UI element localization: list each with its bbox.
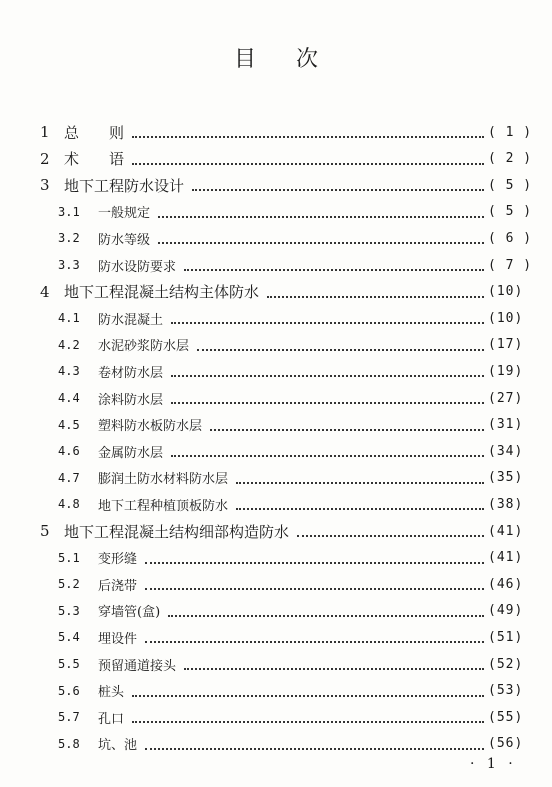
toc-entry-page: (17)	[488, 337, 524, 353]
toc-entry-title: 穿墙管(盒)	[98, 605, 161, 621]
toc-entry[interactable]	[0, 120, 552, 144]
toc-entry-number: 4.4	[58, 391, 80, 405]
toc-entry-number: 5.8	[58, 736, 80, 751]
toc-entry[interactable]	[0, 200, 552, 224]
toc-entry-number: 5.1	[58, 550, 80, 565]
toc-entry-page: (35)	[488, 470, 524, 486]
page-title	[0, 42, 552, 73]
toc-entry-title: 孔口	[98, 711, 125, 727]
toc-entry-number: 1	[40, 123, 50, 141]
toc-entry-title: 防水混凝土	[98, 312, 164, 328]
toc-entry[interactable]	[0, 519, 552, 543]
dot-leader	[184, 267, 484, 271]
toc-entry-title: 防水等级	[98, 232, 151, 248]
page-number: · 1 ·	[470, 756, 517, 772]
toc-entry-page: (10)	[488, 284, 524, 300]
toc-entry[interactable]	[0, 147, 552, 171]
toc-entry-title: 变形缝	[98, 552, 138, 568]
dot-leader	[132, 693, 484, 697]
dot-leader	[171, 400, 484, 404]
toc-entry[interactable]	[0, 492, 552, 516]
dot-leader	[236, 506, 484, 510]
toc-entry[interactable]	[0, 413, 552, 437]
toc-entry-page: (46)	[488, 576, 524, 592]
dot-leader	[158, 240, 484, 244]
dot-leader	[168, 613, 484, 617]
toc-entry-number: 4.2	[58, 337, 80, 352]
toc-entry-title: 一般规定	[98, 206, 151, 222]
toc-entry[interactable]	[0, 652, 552, 676]
dot-leader	[145, 560, 484, 564]
toc-entry-number: 5.3	[58, 603, 80, 618]
dot-leader	[171, 320, 484, 324]
dot-leader	[132, 719, 484, 723]
dot-leader	[197, 347, 484, 351]
title-char-1: 目	[233, 47, 256, 72]
toc-entry-page: (27)	[488, 390, 524, 406]
dot-leader	[145, 639, 484, 643]
toc-entry-number: 3	[40, 176, 50, 195]
toc-entry-page: ( 1 )	[488, 124, 533, 140]
dot-leader	[132, 134, 484, 138]
toc-entry[interactable]	[0, 625, 552, 649]
dot-leader	[236, 480, 484, 484]
toc-entry-title: 防水设防要求	[98, 259, 177, 275]
toc-entry[interactable]	[0, 599, 552, 623]
toc-entry-page: (31)	[488, 417, 524, 433]
toc-entry-title: 埋设件	[98, 631, 138, 647]
toc-entry-number: 5	[40, 522, 50, 540]
toc-entry-title: 地下工程种植顶板防水	[98, 498, 229, 514]
toc-entry-page: (10)	[488, 310, 524, 326]
toc-entry-number: 5.7	[58, 710, 80, 725]
toc-entry-page: ( 7 )	[488, 257, 533, 273]
toc-entry-page: (52)	[488, 656, 524, 672]
toc-entry[interactable]	[0, 226, 552, 250]
toc-entry-page: (34)	[488, 443, 524, 459]
toc-entry-title: 桩头	[98, 685, 125, 701]
toc-entry-page: ( 5 )	[488, 204, 533, 220]
toc-entry-number: 4.1	[58, 311, 80, 326]
toc-entry[interactable]	[0, 732, 552, 756]
toc-entry-title: 术 语	[64, 150, 125, 169]
toc-entry-number: 5.6	[58, 683, 80, 698]
dot-leader	[145, 746, 484, 750]
toc-entry[interactable]	[0, 333, 552, 357]
dot-leader	[184, 666, 484, 670]
toc-entry-page: (41)	[488, 550, 524, 566]
toc-entry[interactable]	[0, 439, 552, 463]
toc-entry-page: (19)	[488, 363, 524, 379]
toc-entry-title: 卷材防水层	[98, 365, 164, 381]
toc-entry[interactable]	[0, 173, 552, 197]
toc-entry-title: 水泥砂浆防水层	[98, 339, 190, 355]
dot-leader	[297, 533, 484, 537]
toc-entry-number: 4	[40, 282, 50, 301]
toc-entry-title: 塑料防水板防水层	[98, 419, 203, 435]
toc-entry-title: 涂料防水层	[98, 392, 164, 408]
toc-entry-page: ( 5 )	[488, 177, 533, 193]
toc-entry-title: 预留通道接头	[98, 658, 177, 674]
toc-entry-title: 膨润土防水材料防水层	[98, 472, 229, 488]
toc-entry-page: ( 6 )	[488, 230, 533, 246]
dot-leader	[132, 161, 484, 165]
toc-entry[interactable]	[0, 466, 552, 490]
toc-entry-title: 后浇带	[98, 578, 138, 594]
toc-entry-number: 5.2	[58, 577, 80, 592]
dot-leader	[145, 586, 484, 590]
toc-entry-page: ( 2 )	[488, 151, 533, 167]
toc-entry[interactable]	[0, 386, 552, 410]
toc-entry-number: 5.4	[58, 630, 80, 645]
toc-entry[interactable]	[0, 253, 552, 277]
toc-entry-title: 地下工程防水设计	[64, 176, 185, 195]
toc-entry-page: (53)	[488, 683, 524, 699]
dot-leader	[158, 214, 484, 218]
toc-entry-number: 3.3	[58, 258, 80, 272]
toc-entry-number: 4.6	[58, 444, 80, 459]
toc-entry-title: 地下工程混凝土结构细部构造防水	[64, 522, 290, 541]
toc-entry-page: (41)	[488, 523, 524, 539]
toc-entry-page: (51)	[488, 629, 524, 645]
toc-entry-title: 总 则	[64, 123, 125, 142]
toc-entry-number: 4.5	[58, 417, 80, 432]
toc-entry-number: 4.7	[58, 470, 80, 485]
toc-entry-number: 2	[40, 149, 50, 168]
toc-entry-title: 地下工程混凝土结构主体防水	[64, 283, 260, 302]
toc-entry[interactable]	[0, 359, 552, 383]
toc-entry[interactable]	[0, 705, 552, 729]
toc-entry-number: 5.5	[58, 657, 80, 671]
toc-entry-number: 3.1	[58, 204, 80, 219]
toc-entry-page: (38)	[488, 496, 524, 512]
toc-entry[interactable]	[0, 280, 552, 304]
toc-entry[interactable]	[0, 679, 552, 703]
title-char-2: 次	[296, 47, 319, 72]
dot-leader	[267, 294, 484, 298]
toc-entry-number: 3.2	[58, 231, 80, 246]
toc-entry-page: (49)	[488, 603, 524, 619]
toc-entry[interactable]	[0, 572, 552, 596]
toc-entry[interactable]	[0, 546, 552, 570]
toc-entry-page: (56)	[488, 736, 524, 752]
toc-entry-number: 4.3	[58, 364, 80, 379]
toc-entry-title: 金属防水层	[98, 445, 164, 461]
dot-leader	[171, 453, 484, 457]
toc-entry-number: 4.8	[58, 497, 80, 512]
dot-leader	[192, 187, 484, 191]
dot-leader	[171, 373, 484, 377]
toc-entry-title: 坑、池	[98, 738, 138, 754]
dot-leader	[210, 427, 484, 431]
toc-entry-page: (55)	[488, 709, 524, 725]
toc-entry[interactable]	[0, 306, 552, 330]
